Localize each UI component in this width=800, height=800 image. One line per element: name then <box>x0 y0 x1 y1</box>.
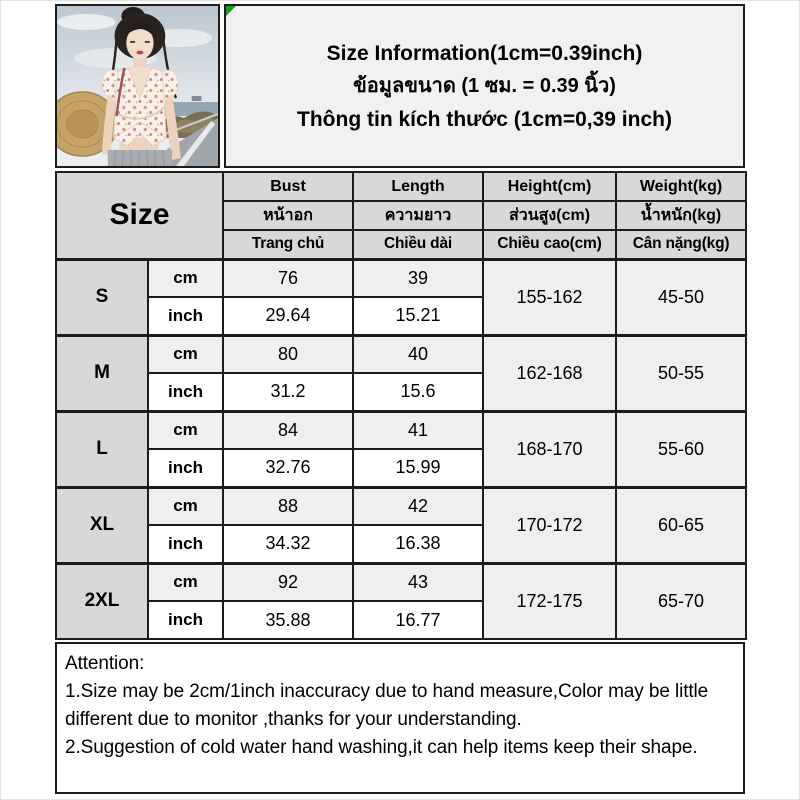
unit-inch: inch <box>148 449 223 487</box>
col-header-length-en: Length <box>353 172 483 201</box>
unit-inch: inch <box>148 373 223 411</box>
unit-cm: cm <box>148 563 223 601</box>
col-header-bust-vi: Trang chủ <box>223 230 353 259</box>
size-chart-sheet <box>55 4 745 794</box>
weight-range-m: 50-55 <box>616 335 746 411</box>
title-vietnamese: Thông tin kích thước (1cm=0,39 inch) <box>297 107 672 131</box>
unit-cm: cm <box>148 411 223 449</box>
col-header-weight-en: Weight(kg) <box>616 172 746 201</box>
attention-note-1: 1.Size may be 2cm/1inch inaccuracy due to hand measure,Color may be little different due to monitor ,thanks for your understanding. <box>65 681 709 730</box>
size-label-s: S <box>56 259 148 335</box>
length-inch-xl: 16.38 <box>353 525 483 563</box>
weight-range-xl: 60-65 <box>616 487 746 563</box>
table-row <box>56 259 746 297</box>
bust-cm-2xl: 92 <box>223 563 353 601</box>
length-cm-l: 41 <box>353 411 483 449</box>
top-section <box>55 4 745 168</box>
unit-cm: cm <box>148 259 223 297</box>
col-header-length-th: ความยาว <box>353 201 483 230</box>
weight-range-2xl: 65-70 <box>616 563 746 639</box>
height-range-m: 162-168 <box>483 335 616 411</box>
table-row <box>56 563 746 601</box>
unit-inch: inch <box>148 525 223 563</box>
table-row <box>56 487 746 525</box>
size-label-xl: XL <box>56 487 148 563</box>
col-header-length-vi: Chiều dài <box>353 230 483 259</box>
unit-inch: inch <box>148 297 223 335</box>
bust-inch-s: 29.64 <box>223 297 353 335</box>
size-label-2xl: 2XL <box>56 563 148 639</box>
title-box <box>224 4 745 168</box>
length-cm-s: 39 <box>353 259 483 297</box>
height-range-xl: 170-172 <box>483 487 616 563</box>
length-inch-l: 15.99 <box>353 449 483 487</box>
product-photo <box>55 4 220 168</box>
length-cm-xl: 42 <box>353 487 483 525</box>
bust-cm-m: 80 <box>223 335 353 373</box>
bust-inch-2xl: 35.88 <box>223 601 353 639</box>
unit-inch: inch <box>148 601 223 639</box>
attention-heading: Attention: <box>65 653 145 674</box>
weight-range-s: 45-50 <box>616 259 746 335</box>
length-inch-2xl: 16.77 <box>353 601 483 639</box>
size-table <box>55 171 747 640</box>
length-inch-s: 15.21 <box>353 297 483 335</box>
bust-cm-xl: 88 <box>223 487 353 525</box>
attention-note-2: 2.Suggestion of cold water hand washing,it can help items keep their shape. <box>65 737 698 758</box>
length-inch-m: 15.6 <box>353 373 483 411</box>
col-header-bust-en: Bust <box>223 172 353 201</box>
size-label-l: L <box>56 411 148 487</box>
unit-cm: cm <box>148 487 223 525</box>
size-label-m: M <box>56 335 148 411</box>
product-photo-illustration <box>57 6 218 166</box>
length-cm-2xl: 43 <box>353 563 483 601</box>
length-cm-m: 40 <box>353 335 483 373</box>
bust-inch-xl: 34.32 <box>223 525 353 563</box>
table-row <box>56 335 746 373</box>
col-header-height-en: Height(cm) <box>483 172 616 201</box>
unit-cm: cm <box>148 335 223 373</box>
col-header-height-vi: Chiều cao(cm) <box>483 230 616 259</box>
title-english: Size Information(1cm=0.39inch) <box>326 41 643 65</box>
col-header-weight-th: น้ำหนัก(kg) <box>616 201 746 230</box>
bust-cm-s: 76 <box>223 259 353 297</box>
bust-inch-l: 32.76 <box>223 449 353 487</box>
col-header-bust-th: หน้าอก <box>223 201 353 230</box>
height-range-2xl: 172-175 <box>483 563 616 639</box>
header-row-english <box>56 172 746 201</box>
bust-cm-l: 84 <box>223 411 353 449</box>
attention-box <box>55 642 745 794</box>
col-header-weight-vi: Cân nặng(kg) <box>616 230 746 259</box>
bust-inch-m: 31.2 <box>223 373 353 411</box>
col-header-height-th: ส่วนสูง(cm) <box>483 201 616 230</box>
height-range-l: 168-170 <box>483 411 616 487</box>
green-corner-marker-icon <box>226 6 236 16</box>
height-range-s: 155-162 <box>483 259 616 335</box>
table-row <box>56 411 746 449</box>
size-corner-cell: Size <box>56 172 223 259</box>
weight-range-l: 55-60 <box>616 411 746 487</box>
title-thai: ข้อมูลขนาด (1 ซม. = 0.39 นิ้ว) <box>353 74 616 97</box>
